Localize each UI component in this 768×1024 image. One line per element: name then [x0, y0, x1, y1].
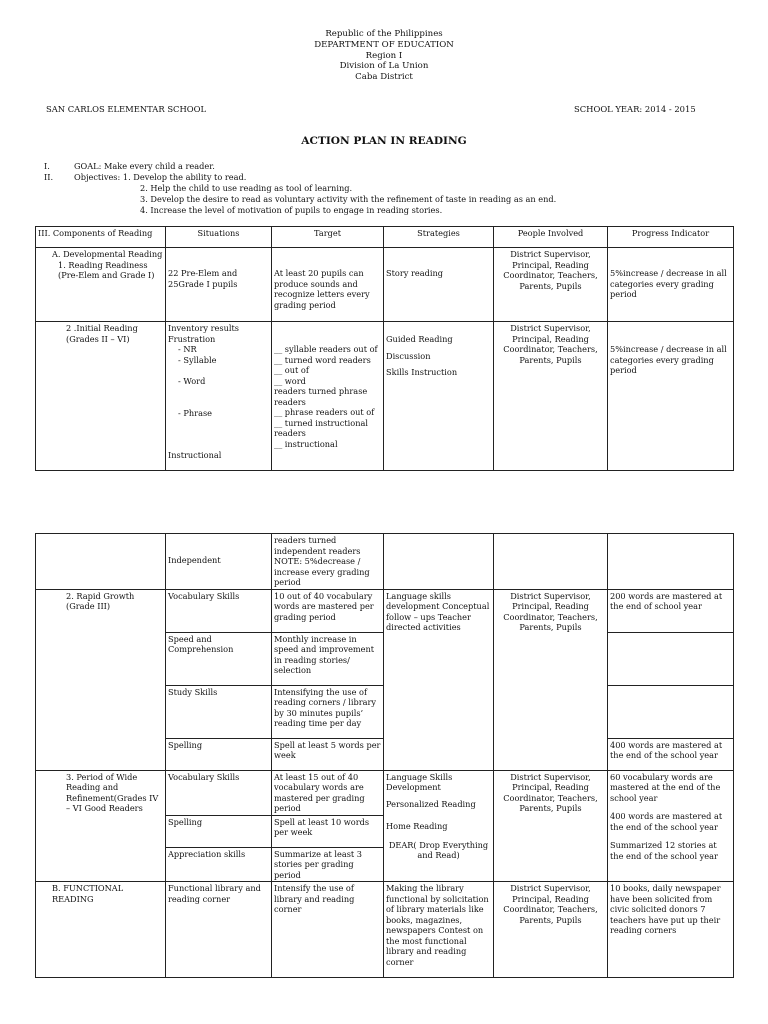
strategy-cell [384, 534, 494, 590]
strategy-line: Discussion [386, 350, 431, 361]
situation-cell [166, 534, 272, 590]
situation-nr: - NR [178, 344, 197, 354]
table-header-row [36, 227, 734, 248]
situation-cell: Spelling [166, 815, 272, 847]
components-cell [36, 248, 166, 322]
strategy-line: Home Reading [386, 821, 448, 831]
target-cell [272, 248, 384, 322]
letterhead-region: Region I [365, 50, 403, 61]
target-cell: readers turned independent readers NOTE: 5%decrease / increase every grading period [272, 534, 384, 590]
strategy-text: Story reading [386, 268, 443, 278]
strategy-line: Guided Reading [386, 334, 453, 344]
target-line: __ turned instructional readers [274, 417, 368, 438]
people-cell: District Supervisor, Principal, Reading Coordinator, Teachers, Parents, Pupils [494, 770, 608, 882]
page-title: ACTION PLAN IN READING [301, 135, 467, 147]
progress-cell: 10 books, daily newspaper have been solicited from civic solicited donors 7 teachers have put up their reading corners [608, 882, 734, 978]
table-row [36, 534, 734, 590]
situation-cell [166, 322, 272, 471]
progress-cell [608, 770, 734, 882]
progress-cell [608, 322, 734, 471]
component-readiness: 1. Reading Readiness (Pre-Elem and Grade I) [58, 259, 155, 280]
action-plan-table-page1 [35, 226, 734, 471]
table-row [36, 589, 734, 632]
strategy-line: Personalized Reading [386, 798, 476, 809]
target-cell: Spell at least 5 words per week [272, 738, 384, 770]
objective-1: Objectives: 1. Develop the ability to read. [74, 172, 247, 182]
header-strategies: Strategies [384, 227, 494, 248]
target-line: __ word [274, 375, 306, 386]
objectives-number: II. [44, 172, 54, 182]
target-cell: Monthly increase in speed and improvement in reading stories/ selection [272, 632, 384, 685]
people-cell [494, 534, 608, 590]
situation-cell: Functional library and reading corner [166, 882, 272, 978]
situation-instructional: Instructional [168, 450, 222, 460]
letterhead [0, 29, 768, 83]
people-cell: District Supervisor, Principal, Reading Coordinator, Teachers, Parents, Pupils [494, 322, 608, 471]
table-row [36, 322, 734, 471]
situation-inventory: Inventory results [168, 323, 239, 333]
situation-frustration: Frustration [168, 333, 216, 344]
goal-text: GOAL: Make every child a reader. [74, 161, 215, 171]
people-cell: District Supervisor, Principal, Reading Coordinator, Teachers, Parents, Pupils [494, 589, 608, 770]
target-line: __ out of [274, 365, 309, 375]
components-cell [36, 770, 166, 882]
component-developmental: A. Developmental Reading [52, 249, 163, 259]
objective-4: 4. Increase the level of motivation of pupils to engage in reading stories. [140, 205, 443, 215]
header-situations: Situations [166, 227, 272, 248]
objective-2: 2. Help the child to use reading as tool of learning. [140, 183, 353, 193]
letterhead-division: Division of La Union [339, 61, 429, 72]
situation-word: - Word [178, 376, 206, 386]
progress-cell [608, 534, 734, 590]
components-cell [36, 322, 166, 471]
situation-text: 22 Pre-Elem and 25Grade I pupils [168, 268, 238, 289]
people-cell: District Supervisor, Principal, Reading Coordinator, Teachers, Parents, Pupils [494, 248, 608, 322]
target-line: __ instructional [274, 438, 338, 449]
target-line: __ turned word readers [274, 354, 371, 365]
objectives-line [44, 172, 246, 182]
table-row [36, 248, 734, 322]
progress-cell [608, 248, 734, 322]
component-rapid-growth: 2. Rapid Growth (Grade III) [66, 590, 135, 611]
strategy-cell: Language skills development Conceptual follow – ups Teacher directed activities [384, 589, 494, 770]
target-line: __ syllable readers out of [274, 344, 378, 354]
situation-text: Independent [168, 555, 221, 565]
strategy-cell [384, 322, 494, 471]
target-text: At least 20 pupils can produce sounds and recognize letters every grading period [274, 268, 370, 310]
strategy-cell [384, 770, 494, 882]
situation-syllable: - Syllable [178, 354, 217, 365]
target-line: readers turned phrase readers [274, 386, 368, 407]
strategy-line: DEAR( Drop Everything and Read) [388, 839, 489, 860]
letterhead-department: DEPARTMENT OF EDUCATION [314, 39, 454, 50]
goal-line [44, 161, 215, 171]
goal-number: I. [44, 161, 50, 171]
target-cell: Intensify the use of library and reading corner [272, 882, 384, 978]
target-cell: 10 out of 40 vocabulary words are mastered per grading period [272, 589, 384, 632]
objective-3: 3. Develop the desire to read as voluntary activity with the refinement of taste in reading as an end. [140, 194, 557, 204]
action-plan-table-page2 [35, 533, 734, 978]
situation-cell: Speed and Comprehension [166, 632, 272, 685]
target-cell [272, 322, 384, 471]
progress-text: 5%increase / decrease in all categories every grading period [610, 344, 727, 375]
situation-cell: Spelling [166, 738, 272, 770]
header-progress: Progress Indicator [608, 227, 734, 248]
progress-cell: 400 words are mastered at the end of the school year [608, 738, 734, 770]
target-cell: Summarize at least 3 stories per grading period [272, 847, 384, 882]
situation-cell: Study Skills [166, 685, 272, 738]
header-target: Target [272, 227, 384, 248]
table-row [36, 770, 734, 815]
progress-line: 60 vocabulary words are mastered at the end of the school year [610, 771, 721, 803]
component-functional: B. FUNCTIONAL READING [52, 883, 124, 904]
progress-text: 5%increase / decrease in all categories every grading period [610, 268, 727, 299]
letterhead-republic: Republic of the Philippines [325, 29, 443, 39]
components-cell [36, 534, 166, 590]
people-cell: District Supervisor, Principal, Reading Coordinator, Teachers, Parents, Pupils [494, 882, 608, 978]
progress-cell: 200 words are mastered at the end of school year [608, 589, 734, 632]
situation-cell: Vocabulary Skills [166, 589, 272, 632]
situation-cell: Appreciation skills [166, 847, 272, 882]
situation-cell [166, 248, 272, 322]
components-cell [36, 882, 166, 978]
header-people: People Involved [494, 227, 608, 248]
strategy-cell [384, 248, 494, 322]
component-initial: 2 .Initial Reading (Grades II – VI) [66, 323, 138, 344]
strategy-line: Language Skills Development [386, 771, 453, 792]
progress-cell [608, 685, 734, 738]
component-wide-reading: 3. Period of Wide Reading and Refinement(Grades IV – VI Good Readers [66, 771, 159, 813]
strategy-cell: Making the library functional by solicitation of library materials like books, magazines, newspapers Contest on the most functional library and reading corner [384, 882, 494, 978]
target-cell: At least 15 out of 40 vocabulary words are mastered per grading period [272, 770, 384, 815]
progress-line: 400 words are mastered at the end of the school year [610, 811, 723, 832]
components-cell [36, 589, 166, 770]
school-name: SAN CARLOS ELEMENTAR SCHOOL [46, 104, 207, 114]
school-year: SCHOOL YEAR: 2014 - 2015 [574, 104, 696, 114]
letterhead-district: Caba District [355, 72, 413, 83]
target-cell: Intensifying the use of reading corners / library by 30 minutes pupils’ reading time per day [272, 685, 384, 738]
target-cell: Spell at least 10 words per week [272, 815, 384, 847]
target-line: __ phrase readers out of [274, 407, 375, 417]
situation-cell: Vocabulary Skills [166, 770, 272, 815]
progress-line: Summarized 12 stories at the end of the school year [610, 840, 718, 861]
header-components: III. Components of Reading [36, 227, 166, 248]
strategy-line: Skills Instruction [386, 367, 458, 377]
table-row [36, 882, 734, 978]
progress-cell [608, 632, 734, 685]
situation-phrase: - Phrase [178, 407, 212, 418]
